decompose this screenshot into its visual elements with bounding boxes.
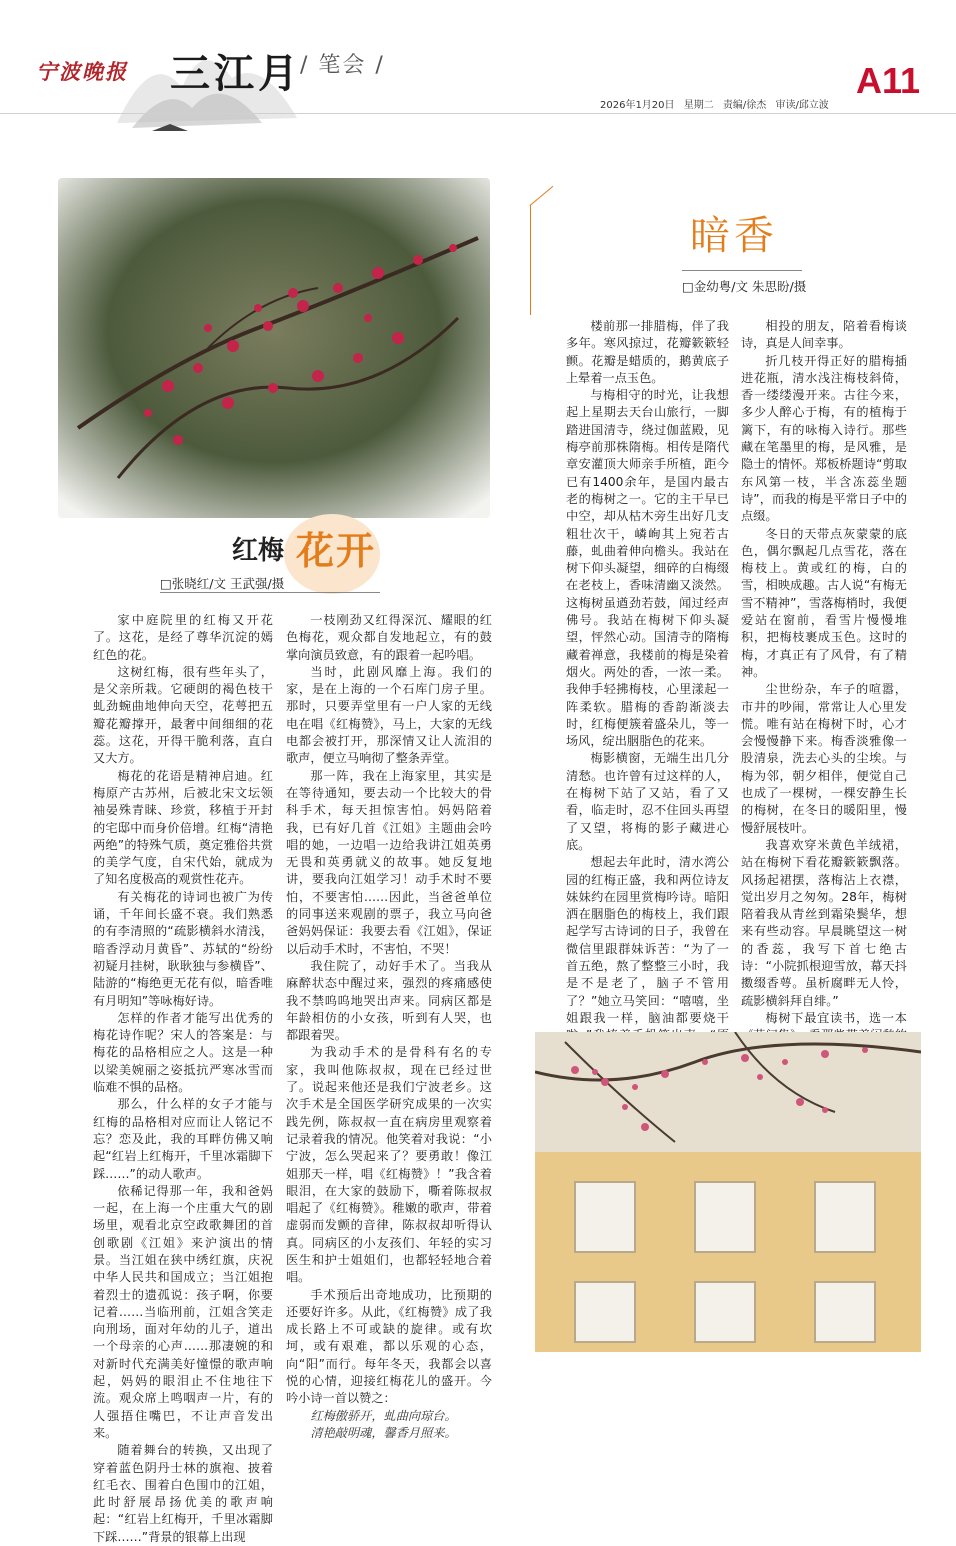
paragraph: 手术预后出奇地成功，比预期的还要好许多。从此，《红梅赞》成了我成长路上不可或缺的旋律。或有坎坷，或有艰难，都以乐观的心态，向“阳”而行。每年冬天，我都会以喜悦的心情，迎接红梅花儿的盛开。今吟小诗一首以赞之： <box>286 1287 492 1406</box>
paragraph: 那么，什么样的女子才能与红梅的品格相对应而让人铭记不忘？恋及此，我的耳畔仿佛又响起“红岩上红梅开，千里冰霜脚下踩……”的动人歌声。 <box>93 1097 273 1181</box>
paragraph: 尘世纷杂，车子的喧嚣，市井的吵闹，常常让人心里发慌。唯有站在梅树下时，心才会慢慢静下来。梅香淡雅像一股清泉，洗去心头的尘埃。与梅为邻，朝夕相伴，便觉自己也成了一棵树，一棵安静生长的梅树，在冬日的暖阳里，慢慢舒展枝叶。 <box>741 682 907 835</box>
paragraph: 梅树下最宜读书，选一本 <box>765 1010 907 1025</box>
article-column-1 <box>93 612 273 1546</box>
section-name: / 笔会 / <box>300 53 385 78</box>
article-title: 暗香 <box>690 213 778 259</box>
paragraph: 与梅相守的时光，让我想起上星期去天台山旅行，一脚踏进国清寺，绕过伽蓝殿，见梅亭前那株隋梅。相传是隋代章安灌顶大师亲手所植，距今已有1400余年，是国内最古老的梅树之一。它的主干早已中空，却从枯木旁生出好几支粗壮次干，嶙峋其上宛若古藤，虬曲着伸向檐头。我站在树下仰头凝望，细碎的白梅缀在老枝上，香味清幽又淡然。这梅树虽遒劲若鼓，闻过经声佛号。我站在梅树下仰头凝望，怦然心动。国清寺的隋梅藏着禅意，我楼前的梅是染着烟火。两处的香，一浓一柔。我伸手轻拂梅枝，心里漾起一阵柔软。腊梅的香韵渐淡去时，红梅便簇着盛朵儿，等一场风，绽出胭脂色的花来。 <box>566 388 729 749</box>
title-bracket-line <box>530 205 531 315</box>
article-byline: □张晓红/文 王武强/摄 <box>160 576 285 591</box>
paper-name: 宁波晚报 <box>36 59 128 84</box>
paragraph: 相投的朋友，陪着看梅谈诗，真是人间幸事。 <box>741 319 907 351</box>
title-bracket-diagonal <box>530 186 554 206</box>
header-divider <box>0 113 956 114</box>
paragraph: 想起去年此时，清水湾公园的红梅正盛，我和两位诗友妹妹约在园里赏梅吟诗。暗阳洒在胭脂色的梅枝上，我们跟起学写古诗词的日子，我曾在微信里跟群妹诉苦：“为了一首五绝，熬了整整三小时，我是不是老了，脑子不管用了？”她立马笑回：“嘻嘻，坐姐跟我一样，脑油都要烧干 <box>566 855 729 1025</box>
paragraph: 随着舞台的转换，又出现了穿着蓝色阴丹士林的旗袍、披着红毛衣、围着白色围巾的江姐，此时舒展昂扬优美的歌声响起：“红岩上红梅开，千里冰霜脚下踩……”背景的银幕上出现 <box>93 1443 273 1544</box>
issue-line: 2026年1月20日 星期二 责编/徐杰 审读/邱立波 <box>600 100 829 111</box>
article-title-prefix: 红梅 <box>232 536 285 566</box>
paragraph: 梅影横窗，无端生出几分清愁。也许曾有过这样的人，在梅树下站了又站，看了又看，临走时，忍不住回头再望了又望，将梅的影子藏进心底。 <box>566 751 729 852</box>
page-number: A11 <box>856 60 921 101</box>
paragraph: 家中庭院里的红梅又开花了。这花，是经了尊华沉淀的嫣红色的花。 <box>93 613 273 662</box>
article-column-2 <box>286 612 492 1442</box>
paragraph: 楼前那一排腊梅，伴了我多年。寒风掠过，花瓣簌簌轻颤。花瓣是蜡质的，鹅黄底子上晕着一点玉色。 <box>566 319 729 385</box>
paragraph: 为我动手术的是骨科有名的专家，我叫他陈叔叔，现在已经过世了。说起来他还是我们宁波老乡。这次手术是全国医学研究成果的一次实践先例，陈叔叔一直在病房里观察着记录着我的情况。他笑着对我说：“小宁波，怎么哭起来了？要勇敢！像江姐那天一样，唱《红梅赞》！”我含着眼泪，在大家的鼓励下，嘶着陈叔叔唱起了《红梅赞》。稚嫩的歌声，带着虚弱而发颤的音律，陈叔叔却听得认真。同病区的小友孩们、年轻的实习医生和护士姐姐们，也都轻轻地合着唱。 <box>286 1045 492 1285</box>
paragraph: 我喜欢穿米黄色羊绒裙，站在梅树下看花瓣簌簌飘落。风扬起裙摆，落梅沾上衣襟，觉出岁月之匆匆。28年，梅树陪着我从青丝到霜染鬓华，想来有些动容。早晨眺望这一树的香蕊，我写下首七绝古诗：“小院抓根迎雪放，幕天抖擞缀香萼。虽析腐畔无人怜，疏影横斜拜自绯。” <box>741 837 907 1008</box>
paragraph: 折几枝开得正好的腊梅插进花瓶，清水浅注梅枝斜倚，香一缕缕漫开来。古往今来，多少人醉心于梅，有的植梅于篱下，有的咏梅入诗行。那些藏在笔墨里的梅，是风雅，是隐士的情怀。郑板桥题诗“剪取东风第一枝，半含冻蕊坐题诗”，而我的梅是平常日子中的点缀。 <box>741 353 907 524</box>
paragraph: 当时，此剧风靡上海。我们的家，是在上海的一个石库门房子里。那时，只要弄堂里有一户人家的无线电在唱《红梅赞》，马上，大家的无线电都会被打开，那深情又让人流泪的歌声，便立马响彻了整条弄堂。 <box>286 664 492 766</box>
paragraph: 有关梅花的诗词也被广为传诵，千年间长盛不衰。我们熟悉的有李清照的“疏影横斜水清浅，暗香浮动月黄昏”、苏轼的“纷纷初疑月挂树，耿耿独与参横昏”、陆游的“梅绝更无花有似，暗香唯有月明知”等咏梅好诗。 <box>93 889 273 1008</box>
poem-line: 红梅傲骄开，虬曲向琼台。 <box>310 1408 457 1423</box>
article-byline: □金幼粤/文 朱思盼/摄 <box>682 279 807 294</box>
byline-divider <box>160 592 380 593</box>
brand-title: 三江月 <box>170 50 302 97</box>
byline-divider <box>682 270 802 271</box>
paragraph: 那一阵，我在上海家里，其实是在等待通知，要去动一个比较大的骨科手术，每天担惊害怕。妈妈陪着我，已有好几首《江姐》主题曲会吟唱的她，一边唱一边给我讲江姐英勇无畏和英勇就义的故事。她反复地讲，要我向江姐学习！动手术时不要怕，不要害怕……因此，当爸爸单位的同事送来观剧的票子，我立马向爸爸妈妈保证：我要去看《江姐》，保证以后动手术时，不害怕，不哭！ <box>286 768 492 956</box>
paragraph: 一枝刚劲又红得深沉、耀眼的红色梅花，观众都自发地起立，有的鼓掌向演员致意，有的跟着一起吟唱。 <box>286 613 492 662</box>
paragraph: 冬日的天带点灰蒙蒙的底色，偶尔飘起几点雪花，落在梅枝上。黄或红的梅，白的雪，相映成趣。古人说“有梅无雪不精神”，雪落梅梢时，我便爱站在窗前，看雪片慢慢堆积，把梅枝裹成玉色。这时的梅，才真正有了风骨，有了精神。 <box>741 526 907 679</box>
red-plum-photo <box>58 178 490 518</box>
article-column-3 <box>566 318 729 1131</box>
poem-line: 清艳敲明魂，馨香月照来。 <box>310 1425 457 1440</box>
paragraph: 依稀记得那一年，我和爸妈一起，在上海一个庄重大气的剧场里，观看北京空政歌舞团的首创歌剧《江姐》来沪演出的情景。当江姐在狭中绣红旗，庆祝中华人民共和国成立；当江姐抱着烈士的遗孤说：孩子啊，你要记着……当临刑前，江姐含笑走向刑场，面对年幼的儿子，道出一个母亲的心声……那凄婉的和对新时代充满美好憧憬的歌声响起，妈妈的眼泪止不住地往下流。观众席上鸣咽声一片，有的人强捂住嘴巴，不让声音发出来。 <box>93 1183 273 1440</box>
paragraph: 梅花的花语是精神启迪。红梅原产古苏州，后被北宋文坛领袖晏殊青睐、珍赏，移植于开封的宅邸中而身价倍增。红梅“清艳两绝”的特殊气质，奠定雅俗共赏的美学气度，自宋代始，就成为了知名度极高的观赏性花卉。 <box>93 768 273 887</box>
paragraph: 这树红梅，很有些年头了，是父亲所栽。它硬朗的褐色枝干虬劲蜿曲地伸向天空，花萼把五瓣花瓣撑开，最奢中间细细的花蕊。这花，开得干脆利落，直白又大方。 <box>93 664 273 766</box>
plum-building-photo <box>535 1032 921 1352</box>
paragraph: 怎样的作者才能写出优秀的梅花诗作呢？宋人的答案是：与梅花的品格相应之人。这是一种以梁美婉丽之姿抵抗严寒冰雪而临难不惧的品格。 <box>93 1010 273 1095</box>
article-title-main: 花开 <box>296 529 377 573</box>
paragraph: 我住院了，动好手术了。当我从麻醉状态中醒过来，强烈的疼痛感使我不禁呜呜地哭出声来。同病区都是年龄相仿的小女孩，听到有人哭，也都跟着哭。 <box>286 958 492 1043</box>
